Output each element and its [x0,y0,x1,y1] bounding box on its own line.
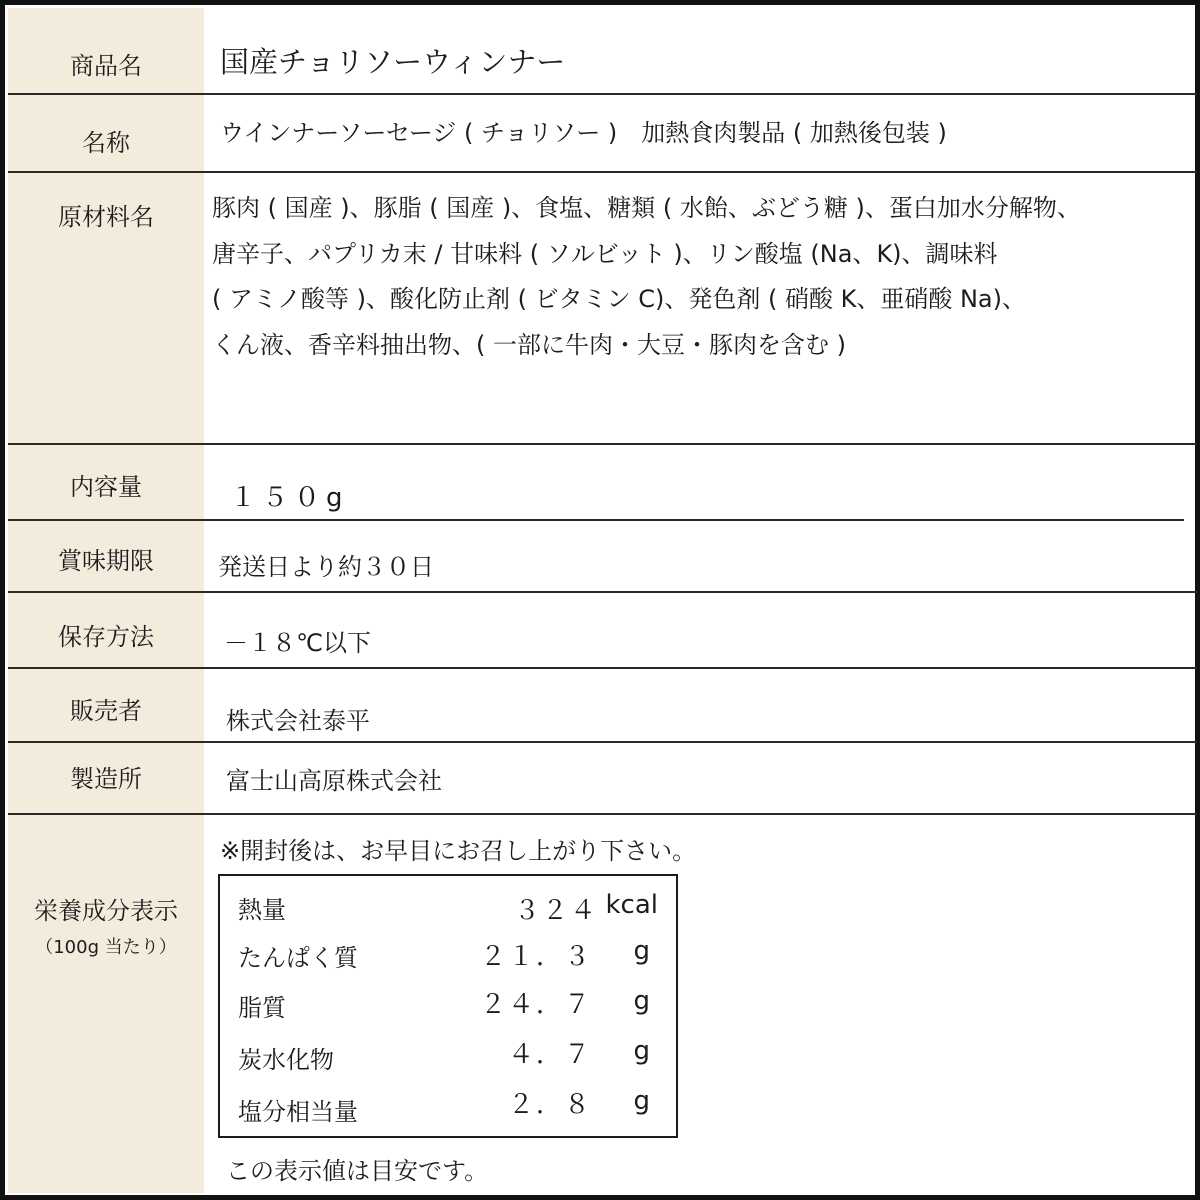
nutrition-facts-box [218,874,678,1138]
product-name-value: 国産チョリソーウィンナー [220,45,566,79]
best-before-value: 発送日より約３０日 [218,553,434,581]
label-cell [8,743,204,813]
nutrient-name: 塩分相当量 [238,1098,358,1126]
nutrient-unit: g [633,936,650,966]
label-cell [8,521,204,591]
best-before-label: 賞味期限 [58,547,154,575]
net-content-value: １５０g [230,483,349,513]
nutrient-value: ２１．３ [479,942,592,972]
label-cell [8,8,204,94]
nutrition-note-top: ※開封後は、お早目にお召し上がり下さい。 [220,837,697,865]
nutrition-label: 栄養成分表示 [34,897,178,925]
nutrient-value: ２．８ [507,1090,592,1120]
nutrient-value: ３２４ [513,896,598,926]
nutrition-sublabel: （100g 当たり） [35,937,177,958]
seller-label: 販売者 [70,697,142,725]
nutrient-value: ２４．７ [479,990,592,1020]
nutrient-value: ４．７ [507,1040,592,1070]
common-name-label: 名称 [82,129,130,157]
ingredients-line: 豚肉 ( 国産 )、豚脂 ( 国産 )、食塩、糖類 ( 水飴、ぶどう糖 )、蛋白加水分解物、 [212,194,1081,222]
manufacturer-value: 富士山高原株式会社 [226,767,442,795]
nutrient-name: 熱量 [238,896,286,924]
label-cell [8,593,204,667]
label-cell [8,445,204,519]
net-content-label: 内容量 [70,473,142,501]
row-storage [8,593,1197,667]
nutrient-unit: g [633,1086,650,1116]
nutrient-unit: kcal [605,890,658,920]
ingredients-list [212,186,1172,368]
nutrient-name: 脂質 [238,994,286,1022]
ingredients-line: 唐辛子、パプリカ末 / 甘味料 ( ソルビット )、リン酸塩 (Na、K)、調味料 [212,239,998,268]
nutrient-unit: g [633,1036,650,1066]
row-manufacturer [8,743,1197,813]
row-net-content [8,445,1197,519]
nutrition-note-bottom: この表示値は目安です。 [226,1157,489,1185]
row-best-before [8,521,1197,591]
storage-value: －１８℃以下 [224,629,371,657]
ingredients-line: ( アミノ酸等 )、酸化防止剤 ( ビタミン C)、発色剤 ( 硝酸 K、亜硝酸 Na)、 [212,285,1026,313]
label-cell [8,95,204,171]
ingredients-line: くん液、香辛料抽出物、( 一部に牛肉・大豆・豚肉を含む ) [212,330,846,359]
row-common-name [8,95,1197,171]
row-seller [8,669,1197,741]
row-product-name [8,8,1197,94]
nutrient-name: たんぱく質 [238,944,358,972]
seller-value: 株式会社泰平 [226,707,370,735]
ingredients-label: 原材料名 [58,203,154,231]
manufacturer-label: 製造所 [70,765,142,793]
product-name-label: 商品名 [70,52,142,80]
nutrient-unit: g [633,986,650,1016]
nutrient-name: 炭水化物 [238,1046,334,1074]
storage-label: 保存方法 [58,623,154,651]
common-name-value: ウインナーソーセージ ( チョリソー ) 加熱食肉製品 ( 加熱後包装 ) [220,119,947,147]
label-cell [8,669,204,741]
label-cell [8,173,204,443]
label-cell [8,815,204,1193]
